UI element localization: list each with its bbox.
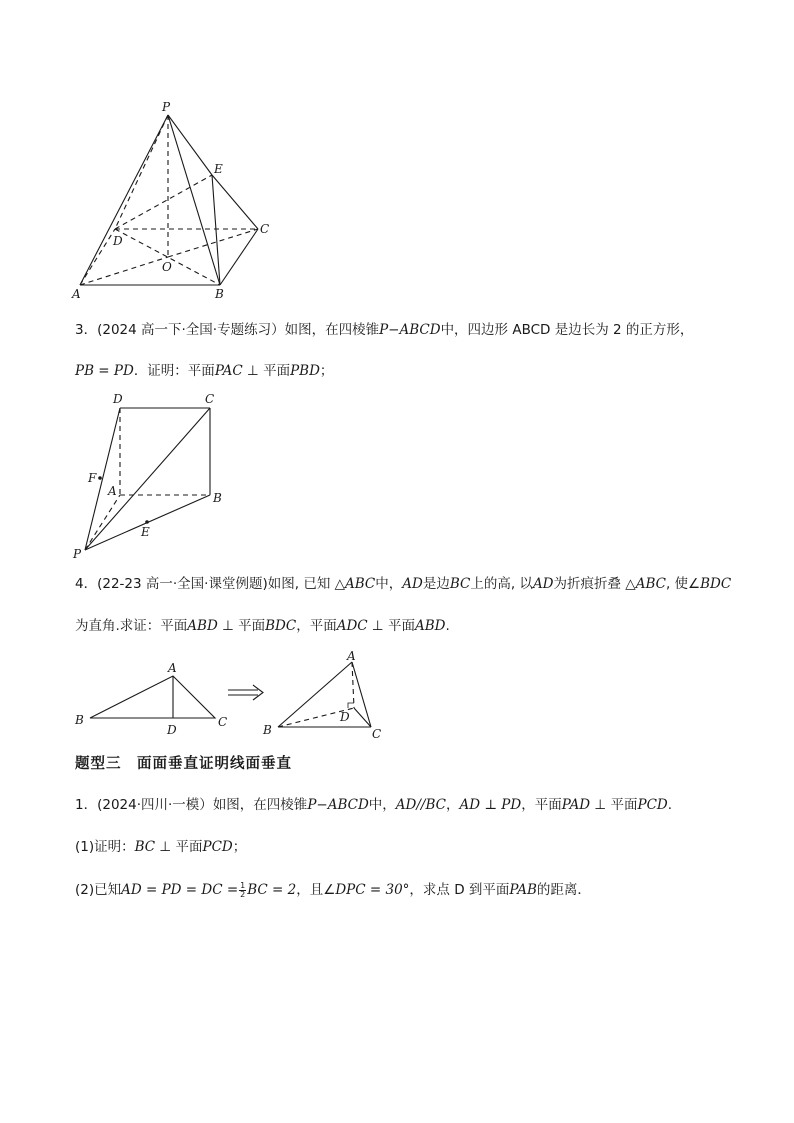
point-E (145, 520, 149, 524)
label-D-left: D (167, 723, 177, 737)
point-F (98, 476, 102, 480)
label-A: A (72, 287, 81, 301)
edge-BC (220, 229, 258, 285)
problem-source: (22-23 高一·全国·课堂例题) (97, 576, 268, 592)
problem-number: 1． (75, 797, 98, 813)
pyramid-figure-2 (65, 388, 235, 563)
label-D-right: D (340, 710, 350, 724)
problem-3-line-2: PB = PD．证明：平面PAC ⊥ 平面PBD； (75, 363, 334, 379)
label-B-right: B (263, 723, 272, 737)
edge-OC (168, 229, 258, 257)
double-arrow-icon (228, 685, 263, 700)
edge-EB (212, 175, 220, 285)
label-C: C (205, 392, 215, 406)
problem-4-line-2: 为直角.求证：平面ABD ⊥ 平面BDC，平面ADC ⊥ 平面ABD. (75, 618, 450, 634)
problem-source: (2024 高一下·全国·专题练习） (97, 322, 285, 338)
section-title: 题型三 面面垂直证明线面垂直 (75, 756, 292, 772)
problem-1-line-1: 1．(2024·四川·一模）如图，在四棱锥P−ABCD中，AD//BC，AD ⊥ PD，平面PAD ⊥ 平面PCD. (75, 797, 673, 813)
edge-AO (80, 257, 168, 285)
label-O: O (162, 260, 172, 274)
edge-PE (168, 115, 212, 175)
label-A-right: A (347, 649, 356, 663)
right-angle-mark (348, 703, 354, 708)
edge-AD (80, 229, 115, 285)
edge-AC-right (352, 662, 371, 727)
problem-source: (2024·四川·一模） (97, 797, 213, 813)
label-D: D (113, 392, 123, 406)
edge-EC (212, 175, 258, 229)
fraction-one-half: $\frac{1}{2}$ (240, 880, 246, 899)
label-E: E (214, 162, 223, 176)
edge-PD (115, 115, 168, 229)
label-A-left: A (168, 661, 177, 675)
edge-DE (115, 175, 212, 229)
problem-1-part-1: (1)证明：BC ⊥ 平面PCD； (75, 839, 247, 855)
edge-PA (80, 115, 168, 285)
label-C-left: C (218, 715, 228, 729)
label-F: F (88, 471, 97, 485)
label-B: B (215, 287, 224, 301)
problem-3-line-1: 3．(2024 高一下·全国·专题练习）如图，在四棱锥P−ABCD中，四边形 ABCD 是边长为 2 的正方形， (75, 322, 694, 338)
label-C-right: C (372, 727, 382, 741)
problem-4-line-1: 4．(22-23 高一·全国·课堂例题)如图, 已知 △ABC中，AD是边BC上的高, 以AD为折痕折叠 △ABC, 使∠BDC (75, 576, 732, 592)
label-E: E (141, 525, 150, 539)
label-B: B (213, 491, 222, 505)
problem-number: 4． (75, 576, 98, 592)
fold-triangle-figure (70, 648, 400, 743)
label-B-left: B (75, 713, 84, 727)
label-C: C (260, 222, 270, 236)
triangle-ABC (90, 676, 215, 718)
pyramid-figure-1 (60, 95, 290, 305)
label-D: D (113, 234, 123, 248)
problem-1-part-2: (2)已知AD = PD = DC = $\frac{1}{2}$ BC = 2，且∠DPC = 30°，求点 D 到平面PAB的距离． (75, 880, 591, 899)
problem-number: 3． (75, 322, 98, 338)
label-P: P (162, 100, 171, 114)
label-P: P (73, 547, 82, 561)
edge-PB (168, 115, 220, 285)
label-A: A (108, 484, 117, 498)
